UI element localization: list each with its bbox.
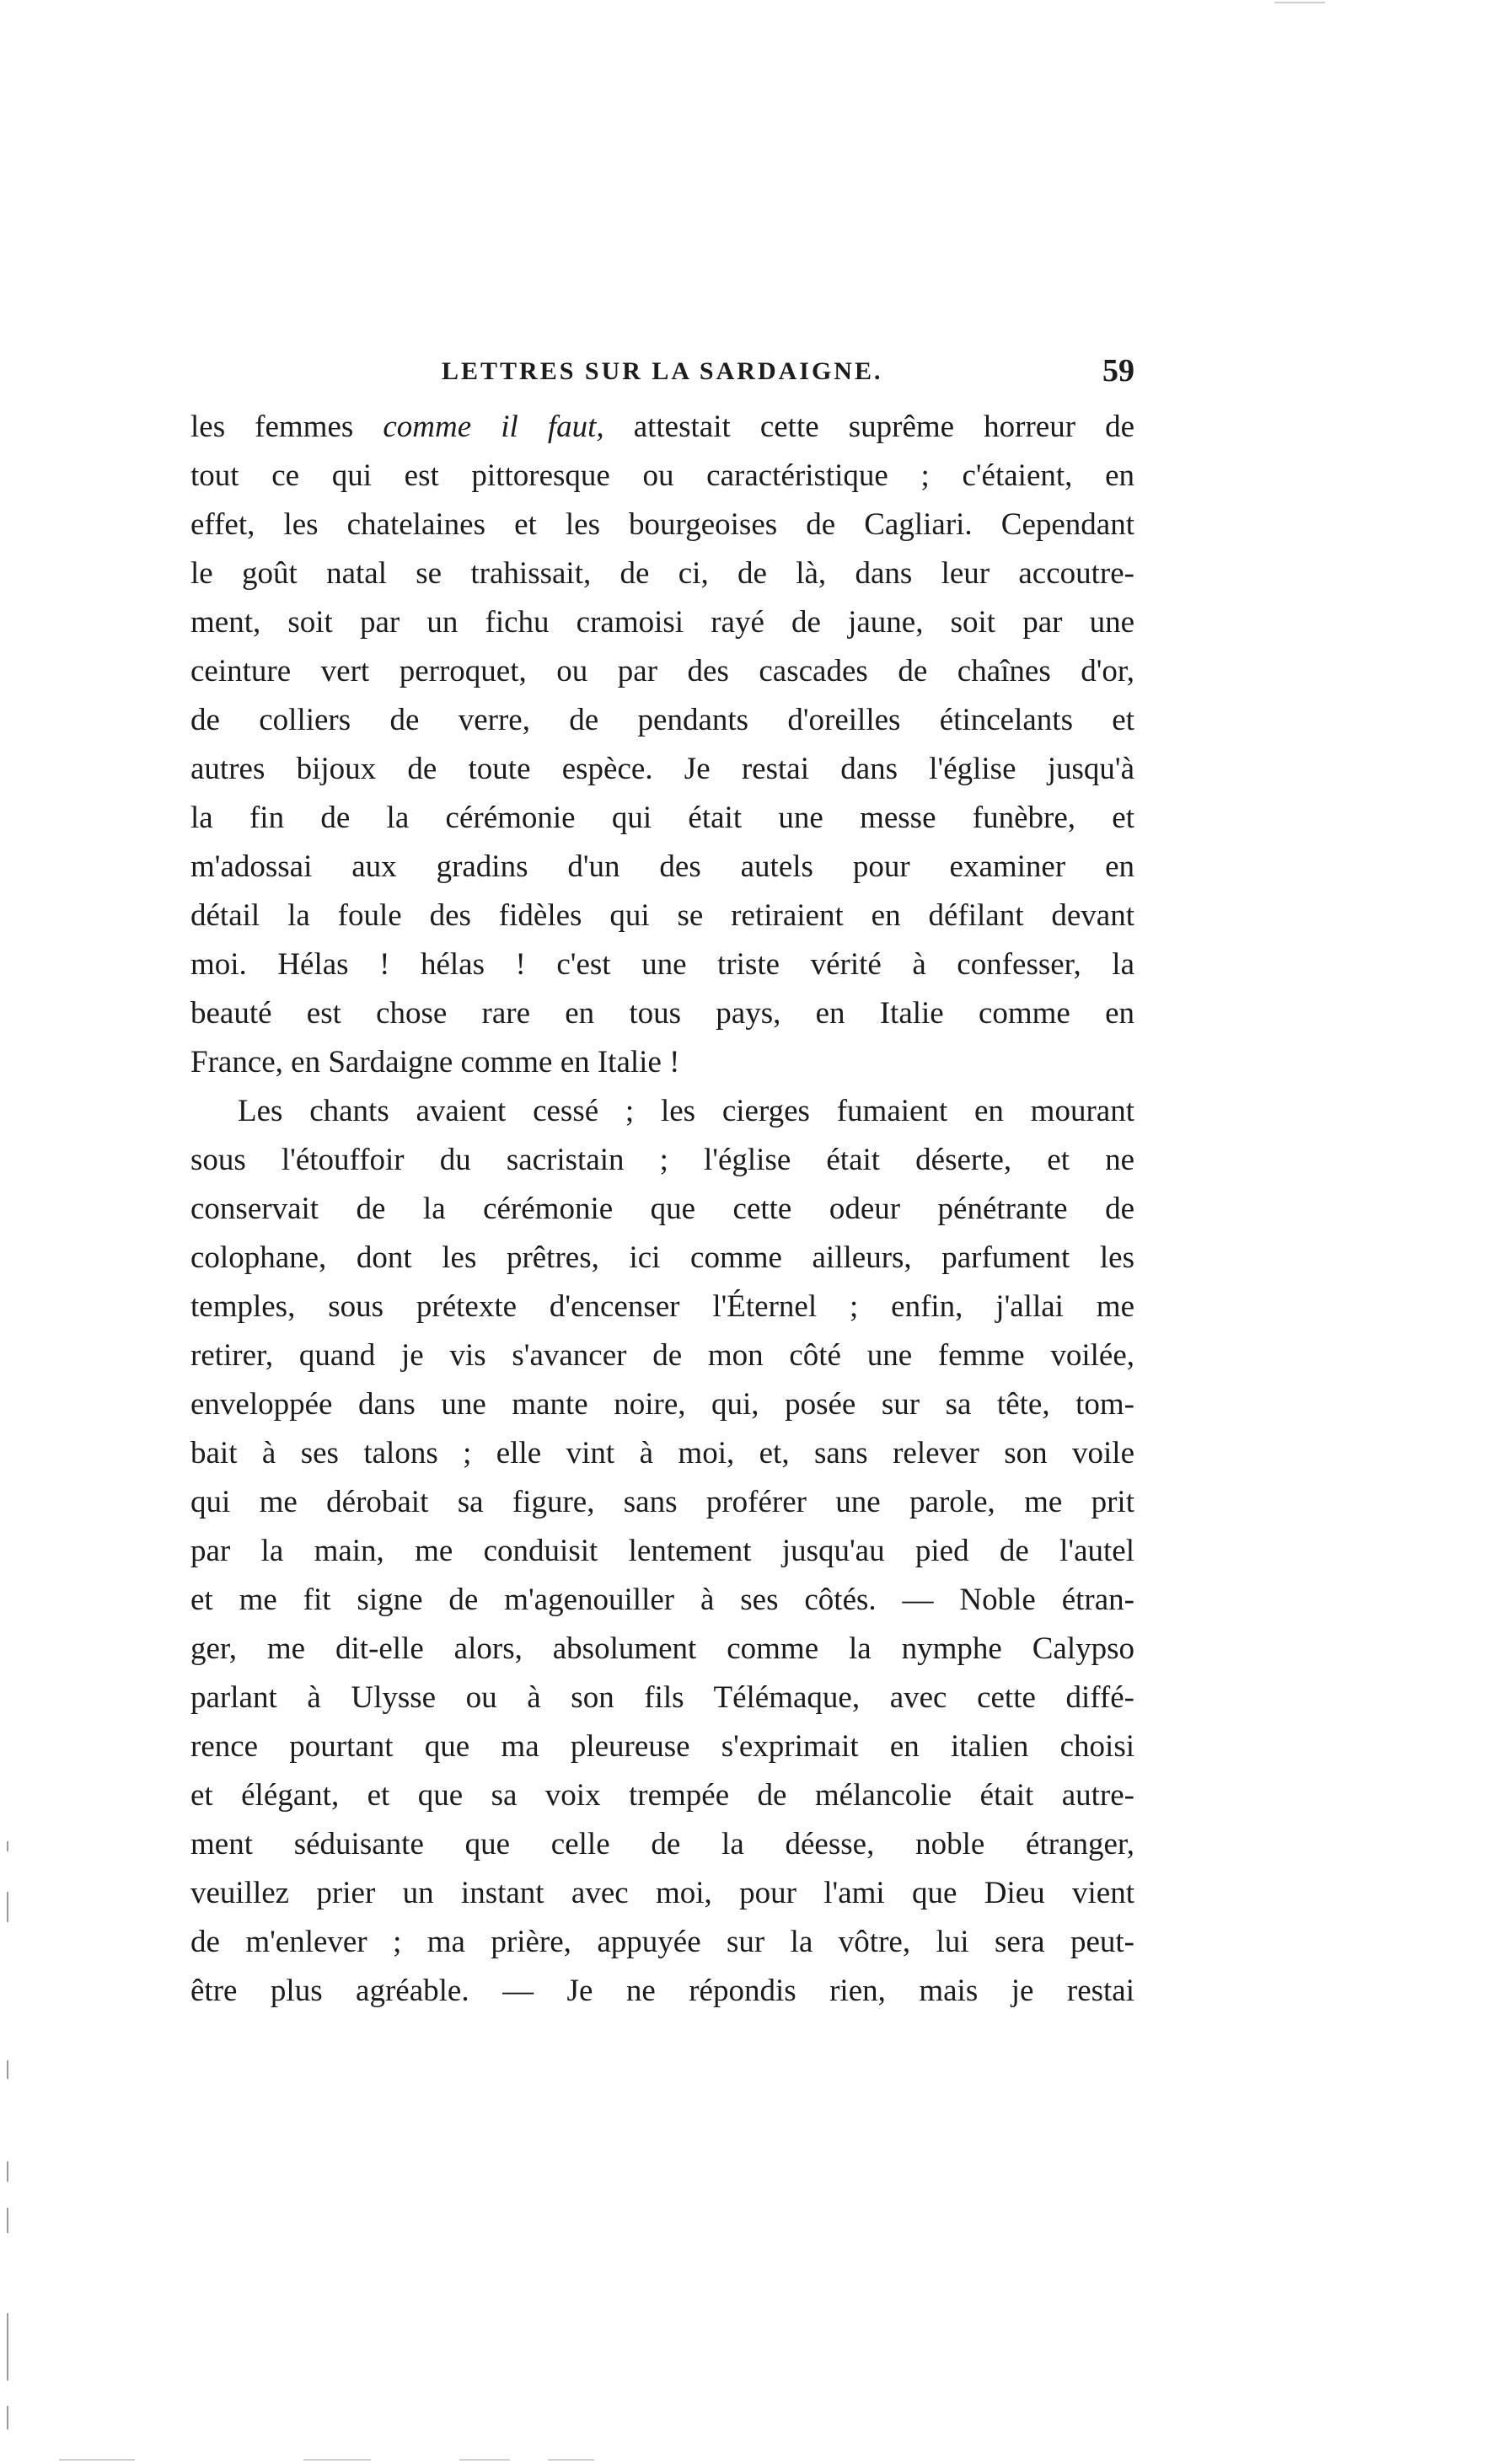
running-header bbox=[190, 352, 1134, 394]
scan-bottom-line bbox=[548, 2459, 594, 2461]
scan-bottom-line bbox=[59, 2459, 135, 2461]
running-title: LETTRES SUR LA SARDAIGNE. bbox=[442, 357, 883, 385]
text-run: la fin de la cérémonie qui était une messe funèbre, et bbox=[190, 801, 1134, 835]
text-line bbox=[190, 403, 1134, 452]
text-run: sous l'étouffoir du sacristain ; l'église était déserte, et ne bbox=[190, 1143, 1134, 1177]
text-line bbox=[190, 1869, 1134, 1918]
text-line bbox=[190, 696, 1134, 745]
scan-edge-line bbox=[1274, 2, 1325, 3]
text-run: colophane, dont les prêtres, ici comme ailleurs, parfument les bbox=[190, 1240, 1134, 1275]
text-line bbox=[190, 1380, 1134, 1429]
text-run: enveloppée dans une mante noire, qui, posée sur sa tête, tom- bbox=[190, 1387, 1134, 1422]
text-run: Les chants avaient cessé ; les cierges fumaient en mourant bbox=[238, 1094, 1134, 1128]
text-run: autres bijoux de toute espèce. Je restai dans l'église jusqu'à bbox=[190, 752, 1134, 786]
text-line bbox=[190, 1478, 1134, 1527]
text-run: qui me dérobait sa figure, sans proférer une parole, me prit bbox=[190, 1485, 1134, 1519]
scan-margin-mark bbox=[7, 1841, 8, 1851]
text-line bbox=[190, 940, 1134, 989]
text-line bbox=[190, 892, 1134, 940]
text-line bbox=[190, 647, 1134, 696]
text-line bbox=[190, 1625, 1134, 1674]
text-run: ment, soit par un fichu cramoisi rayé de jaune, soit par une bbox=[190, 605, 1134, 640]
text-line bbox=[190, 1527, 1134, 1576]
text-run: de colliers de verre, de pendants d'oreilles étincelants et bbox=[190, 703, 1134, 737]
text-run: veuillez prier un instant avec moi, pour l'ami que Dieu vient bbox=[190, 1876, 1134, 1910]
text-line bbox=[190, 1576, 1134, 1625]
text-line bbox=[190, 1331, 1134, 1380]
text-line bbox=[190, 1136, 1134, 1185]
scan-margin-mark bbox=[7, 2313, 8, 2381]
text-line bbox=[190, 598, 1134, 647]
text-run: ceinture vert perroquet, ou par des cascades de chaînes d'or, bbox=[190, 654, 1134, 688]
body-text bbox=[190, 403, 1134, 2016]
text-line bbox=[190, 1038, 1134, 1087]
page-number: 59 bbox=[1102, 353, 1134, 388]
text-run: être plus agréable. — Je ne répondis rien, mais je restai bbox=[190, 1974, 1134, 2008]
text-line bbox=[190, 1429, 1134, 1478]
text-run: attestait cette suprême horreur de bbox=[603, 410, 1134, 444]
text-line bbox=[190, 1234, 1134, 1283]
scan-margin-mark bbox=[7, 2060, 8, 2079]
scan-margin-mark bbox=[7, 2208, 8, 2233]
text-run: les femmes bbox=[190, 410, 383, 444]
scan-margin-mark bbox=[7, 2161, 8, 2182]
text-run: effet, les chatelaines et les bourgeoises de Cagliari. Cependant bbox=[190, 507, 1134, 542]
text-line bbox=[190, 501, 1134, 549]
text-run: de m'enlever ; ma prière, appuyée sur la vôtre, lui sera peut- bbox=[190, 1925, 1134, 1959]
text-line bbox=[190, 1185, 1134, 1234]
text-line bbox=[190, 794, 1134, 843]
text-run: moi. Hélas ! hélas ! c'est une triste vérité à confesser, la bbox=[190, 947, 1134, 982]
text-line bbox=[190, 745, 1134, 794]
text-line bbox=[190, 1967, 1134, 2016]
text-run: et élégant, et que sa voix trempée de mélancolie était autre- bbox=[190, 1778, 1134, 1813]
text-run: beauté est chose rare en tous pays, en Italie comme en bbox=[190, 996, 1134, 1031]
text-run: par la main, me conduisit lentement jusqu'au pied de l'autel bbox=[190, 1534, 1134, 1568]
text-line bbox=[190, 1674, 1134, 1722]
text-line bbox=[190, 1771, 1134, 1820]
text-run: le goût natal se trahissait, de ci, de là, dans leur accoutre- bbox=[190, 556, 1134, 591]
text-run: m'adossai aux gradins d'un des autels pour examiner en bbox=[190, 849, 1134, 884]
text-line bbox=[190, 1722, 1134, 1771]
text-run: et me fit signe de m'agenouiller à ses côtés. — Noble étran- bbox=[190, 1583, 1134, 1617]
text-run: retirer, quand je vis s'avancer de mon côté une femme voilée, bbox=[190, 1338, 1134, 1373]
text-run: France, en Sardaigne comme en Italie ! bbox=[190, 1045, 680, 1079]
text-line bbox=[190, 1087, 1134, 1136]
text-line bbox=[190, 989, 1134, 1038]
text-run: bait à ses talons ; elle vint à moi, et, sans relever son voile bbox=[190, 1436, 1134, 1470]
text-run: détail la foule des fidèles qui se retiraient en défilant devant bbox=[190, 898, 1134, 933]
text-line bbox=[190, 1820, 1134, 1869]
text-line bbox=[190, 843, 1134, 892]
text-run: ger, me dit-elle alors, absolument comme la nymphe Calypso bbox=[190, 1631, 1134, 1666]
scan-bottom-line bbox=[303, 2459, 371, 2461]
text-run: ment séduisante que celle de la déesse, noble étranger, bbox=[190, 1827, 1134, 1861]
text-run: tout ce qui est pittoresque ou caractéristique ; c'étaient, en bbox=[190, 458, 1134, 493]
italic-phrase: comme il faut, bbox=[383, 410, 604, 444]
text-line bbox=[190, 549, 1134, 598]
scan-margin-mark bbox=[7, 1892, 8, 1922]
scan-margin-mark bbox=[7, 2406, 8, 2429]
text-run: conservait de la cérémonie que cette odeur pénétrante de bbox=[190, 1192, 1134, 1226]
text-line bbox=[190, 1283, 1134, 1331]
text-run: temples, sous prétexte d'encenser l'Éternel ; enfin, j'allai me bbox=[190, 1289, 1134, 1324]
text-run: rence pourtant que ma pleureuse s'exprimait en italien choisi bbox=[190, 1729, 1134, 1764]
text-line bbox=[190, 452, 1134, 501]
text-line bbox=[190, 1918, 1134, 1967]
scan-bottom-line bbox=[459, 2459, 510, 2461]
text-run: parlant à Ulysse ou à son fils Télémaque, avec cette diffé- bbox=[190, 1680, 1134, 1715]
